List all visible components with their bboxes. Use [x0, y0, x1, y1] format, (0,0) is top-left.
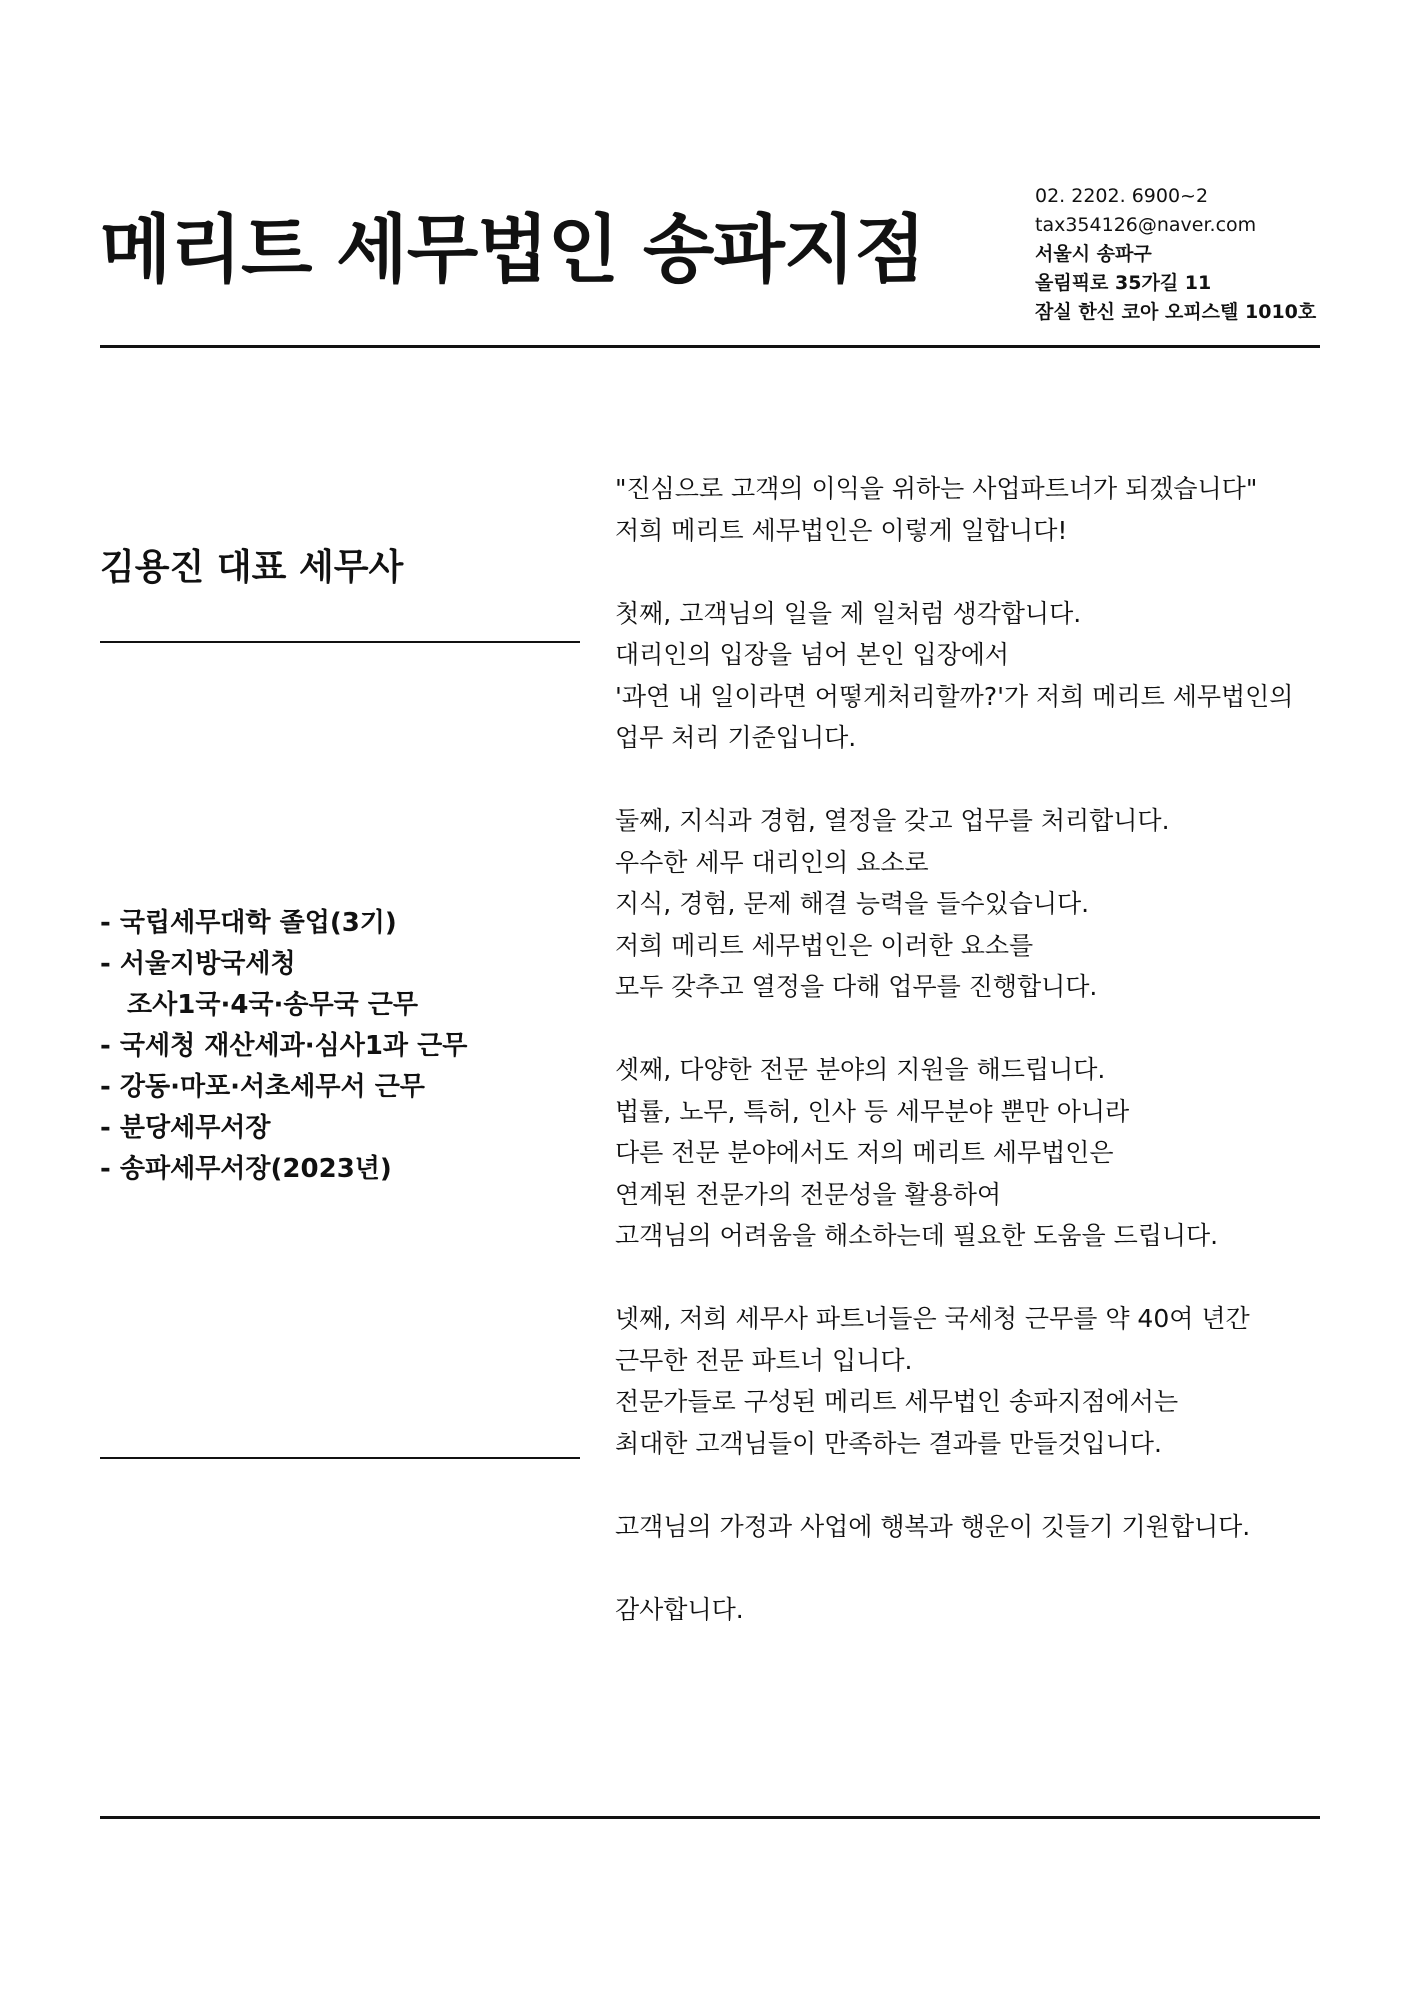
greeting-letter: [615, 468, 1320, 1630]
contact-phone: 02. 2202. 6900~2: [1035, 185, 1209, 207]
letter-fourth-line: 근무한 전문 파트너 입니다.: [615, 1345, 913, 1375]
letter-third-line: 법률, 노무, 특허, 인사 등 세무분야 뿐만 아니라: [615, 1096, 1130, 1126]
career-item: 조사1국·4국·송무국 근무: [127, 990, 419, 1020]
career-item: - 국립세무대학 졸업(3기): [100, 908, 397, 938]
letter-first-line: 업무 처리 기준입니다.: [615, 723, 857, 752]
footer-divider: [100, 1816, 1320, 1819]
paragraph-gap: [615, 1008, 1320, 1050]
letter-first-line: '과연 내 일이라면 어떻게처리할까?'가 저희 메리트 세무법인의: [615, 681, 1294, 711]
paragraph-gap: [615, 1464, 1320, 1506]
letter-intro-line: 저희 메리트 세무법인은 이렇게 일합니다!: [615, 515, 1068, 545]
contact-address-line1: 서울시 송파구: [1035, 243, 1152, 265]
letter-second-line: 둘째, 지식과 경험, 열정을 갖고 업무를 처리합니다.: [615, 806, 1170, 835]
paragraph-gap: [615, 759, 1320, 801]
letter-fourth-line: 전문가들로 구성된 메리트 세무법인 송파지점에서는: [615, 1387, 1179, 1416]
letter-second-line: 저희 메리트 세무법인은 이러한 요소를: [615, 930, 1034, 960]
letter-third-line: 다른 전문 분야에서도 저의 메리트 세무법인은: [615, 1138, 1114, 1167]
letter-fourth-line: 넷째, 저희 세무사 파트너들은 국세청 근무를 약 40여 년간: [615, 1304, 1250, 1333]
contact-email: tax354126@naver.com: [1035, 214, 1257, 236]
header-divider: [100, 345, 1320, 348]
letter-first-line: 대리인의 입장을 넘어 본인 입장에서: [615, 640, 1010, 669]
paragraph-gap: [615, 1547, 1320, 1589]
letter-third-line: 연계된 전문가의 전문성을 활용하여: [615, 1179, 1002, 1209]
firm-title: 메리트 세무법인 송파지점: [100, 207, 925, 293]
letter-closing: 감사합니다.: [615, 1594, 744, 1624]
contact-address-line3: 잠실 한신 코아 오피스텔 1010호: [1035, 301, 1317, 323]
representative-divider-top: [100, 641, 580, 643]
contact-address-line2: 올림픽로 35가길 11: [1035, 272, 1212, 294]
representative-name: 김용진 대표 세무사: [100, 547, 404, 588]
career-item: - 강동·마포·서초세무서 근무: [100, 1072, 425, 1102]
letter-third-line: 고객님의 어려움을 해소하는데 필요한 도움을 드립니다.: [615, 1221, 1219, 1250]
letter-second-line: 지식, 경험, 문제 해결 능력을 들수있습니다.: [615, 889, 1090, 918]
letter-intro-line: "진심으로 고객의 이익을 위하는 사업파트너가 되겠습니다": [615, 474, 1258, 503]
representative-divider-bottom: [100, 1457, 580, 1459]
contact-block: [1035, 182, 1316, 327]
letter-first-line: 첫째, 고객님의 일을 제 일처럼 생각합니다.: [615, 598, 1082, 628]
career-item: - 서울지방국세청: [100, 949, 296, 979]
career-list: [100, 903, 467, 1190]
letter-wish: 고객님의 가정과 사업에 행복과 행운이 깃들기 기원합니다.: [615, 1511, 1251, 1541]
career-item: - 분당세무서장: [100, 1113, 271, 1143]
career-item: - 국세청 재산세과·심사1과 근무: [100, 1031, 468, 1061]
paragraph-gap: [615, 1257, 1320, 1299]
paragraph-gap: [615, 551, 1320, 593]
letter-third-line: 셋째, 다양한 전문 분야의 지원을 해드립니다.: [615, 1055, 1106, 1084]
letter-second-line: 우수한 세무 대리인의 요소로: [615, 847, 929, 877]
letter-second-line: 모두 갖추고 열정을 다해 업무를 진행합니다.: [615, 972, 1098, 1001]
letter-fourth-line: 최대한 고객님들이 만족하는 결과를 만들것입니다.: [615, 1428, 1162, 1458]
career-item: - 송파세무서장(2023년): [100, 1154, 392, 1184]
